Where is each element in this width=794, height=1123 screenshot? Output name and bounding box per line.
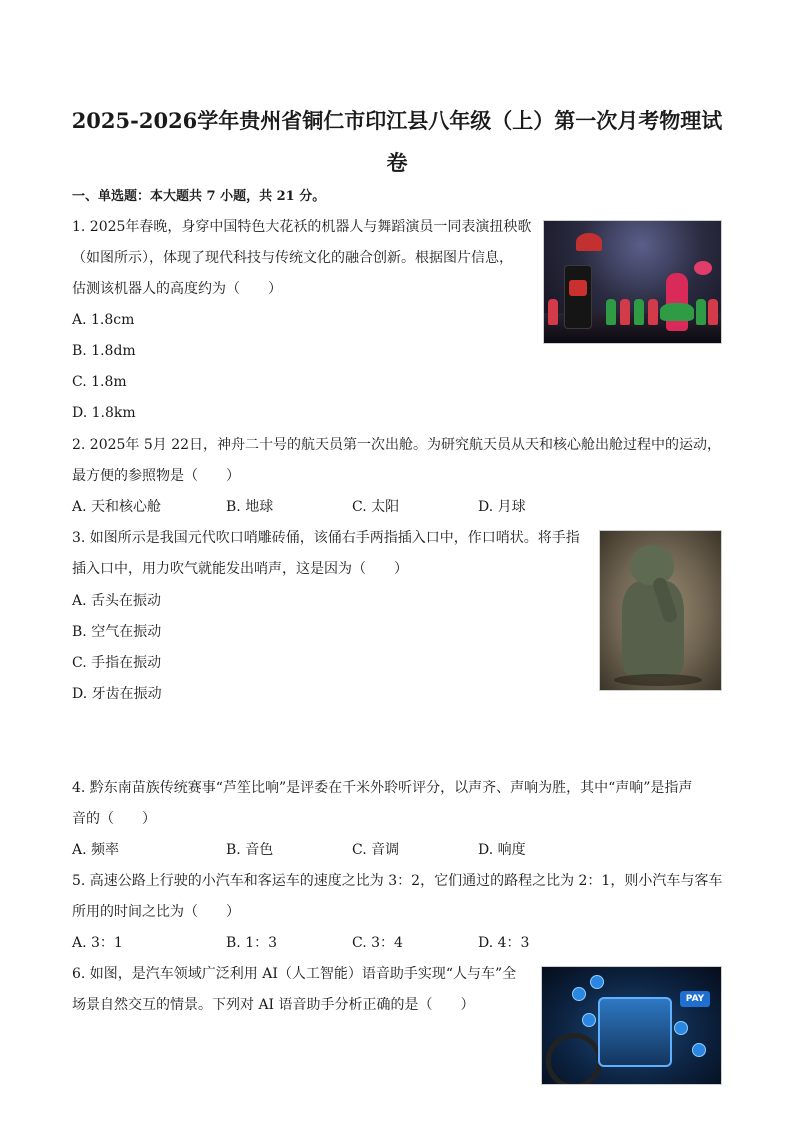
q5-option-d: D. 4：3 bbox=[478, 935, 530, 951]
q4-option-a: A. 频率 bbox=[72, 842, 120, 858]
q3-option-c: C. 手指在振动 bbox=[72, 655, 162, 671]
pay-label: PAY bbox=[680, 991, 710, 1007]
q1-option-a: A. 1.8cm bbox=[72, 312, 135, 328]
q3-figurine-image bbox=[599, 530, 722, 691]
q2-option-d: D. 月球 bbox=[478, 499, 526, 515]
q1-line-3: 估测该机器人的高度约为（ ） bbox=[72, 281, 282, 297]
q2-option-a: A. 天和核心舱 bbox=[72, 499, 162, 515]
q2-option-c: C. 太阳 bbox=[352, 499, 400, 515]
q4-option-b: B. 音色 bbox=[226, 842, 274, 858]
q4-option-d: D. 响度 bbox=[478, 842, 526, 858]
q6-line-1: 6. 如图，是汽车领域广泛利用 AI（人工智能）语音助手实现“人与车”全 bbox=[72, 966, 517, 982]
page-title bbox=[60, 100, 734, 184]
q4-line-2: 音的（ ） bbox=[72, 811, 156, 827]
q4-option-c: C. 音调 bbox=[352, 842, 400, 858]
q2-line-2: 最方便的参照物是（ ） bbox=[72, 468, 240, 484]
q5-option-a: A. 3：1 bbox=[72, 935, 123, 951]
q3-option-d: D. 牙齿在振动 bbox=[72, 686, 162, 702]
q3-line-1: 3. 如图所示是我国元代吹口哨雕砖俑，该俑右手两指插入口中，作口哨状。将手指 bbox=[72, 530, 580, 546]
q2-line-1: 2. 2025年 5月 22日，神舟二十号的航天员第一次出舱。为研究航天员从天和核心舱出舱过程中的运动， bbox=[72, 437, 722, 453]
q5-option-b: B. 1：3 bbox=[226, 935, 278, 951]
q3-option-a: A. 舌头在振动 bbox=[72, 593, 162, 609]
q1-robot-dance-image bbox=[543, 220, 722, 344]
q3-line-2: 插入口中，用力吹气就能发出哨声，这是因为（ ） bbox=[72, 561, 408, 577]
q6-line-2: 场景自然交互的情景。下列对 AI 语音助手分析正确的是（ ） bbox=[72, 997, 475, 1013]
q1-line-1: 1. 2025年春晚，身穿中国特色大花袄的机器人与舞蹈演员一同表演扭秧歌 bbox=[72, 219, 532, 235]
title-line-1: 2025-2026学年贵州省铜仁市印江县八年级（上）第一次月考物理试 bbox=[71, 108, 723, 133]
q1-line-2: （如图所示），体现了现代科技与传统文化的融合创新。根据图片信息， bbox=[72, 250, 513, 266]
q1-option-d: D. 1.8km bbox=[72, 405, 136, 421]
section-heading: 一、单选题：本大题共 7 小题，共 21 分。 bbox=[72, 189, 326, 204]
q5-option-c: C. 3：4 bbox=[352, 935, 403, 951]
q1-option-b: B. 1.8dm bbox=[72, 343, 136, 359]
q3-option-b: B. 空气在振动 bbox=[72, 624, 162, 640]
q2-option-b: B. 地球 bbox=[226, 499, 274, 515]
q4-line-1: 4. 黔东南苗族传统赛事“芦笙比响”是评委在千米外聆听评分，以声齐、声响为胜，其中“声响”是指声 bbox=[72, 780, 693, 796]
q5-line-2: 所用的时间之比为（ ） bbox=[72, 904, 240, 920]
q6-car-ai-image bbox=[541, 966, 722, 1085]
q1-option-c: C. 1.8m bbox=[72, 374, 127, 390]
title-line-2: 卷 bbox=[386, 150, 408, 175]
q5-line-1: 5. 高速公路上行驶的小汽车和客运车的速度之比为 3：2，它们通过的路程之比为 2：1，则小汽车与客车 bbox=[72, 873, 723, 889]
